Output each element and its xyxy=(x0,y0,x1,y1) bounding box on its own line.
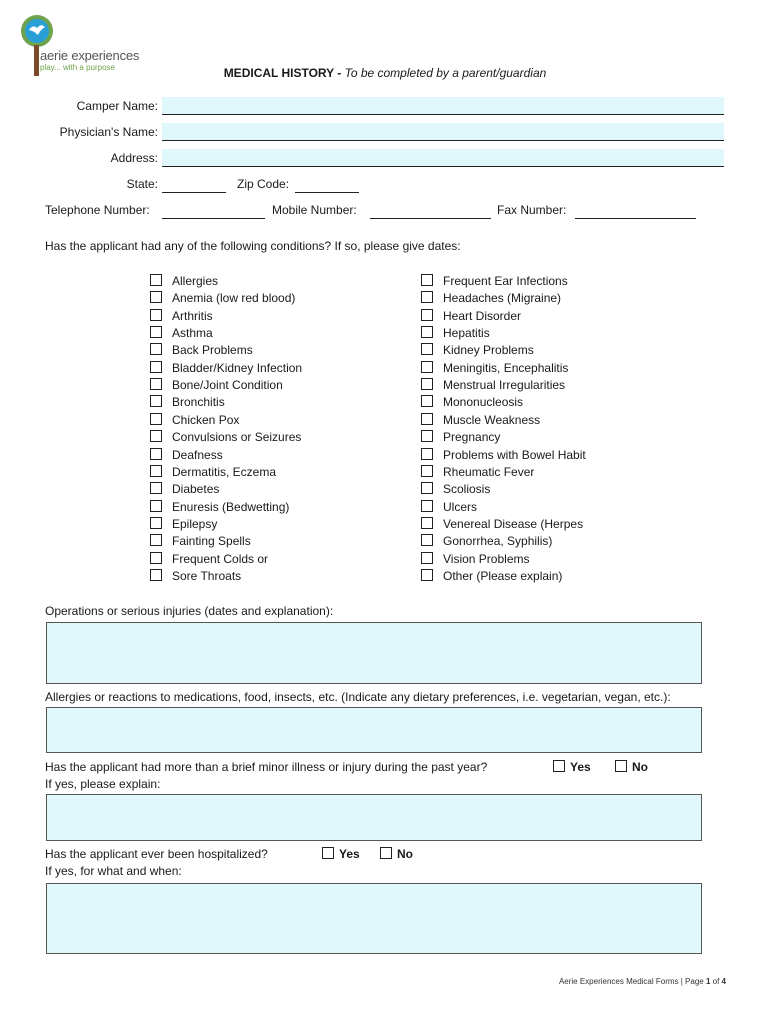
condition-label: Bronchitis xyxy=(172,395,225,410)
condition-checkbox[interactable] xyxy=(150,569,162,581)
operations-label: Operations or serious injuries (dates and explanation): xyxy=(45,604,334,618)
footer-page: 1 xyxy=(705,977,711,986)
condition-label: Arthritis xyxy=(172,308,213,323)
condition-item[interactable] xyxy=(150,308,213,325)
condition-label: Sore Throats xyxy=(172,568,242,583)
condition-checkbox[interactable] xyxy=(150,500,162,512)
condition-checkbox[interactable] xyxy=(150,465,162,477)
condition-item[interactable] xyxy=(421,516,583,533)
camper-name-field[interactable] xyxy=(162,97,724,115)
condition-label: Asthma xyxy=(172,326,213,341)
condition-checkbox[interactable] xyxy=(421,291,433,303)
condition-label: Bladder/Kidney Infection xyxy=(172,360,303,375)
hospital-question: Has the applicant ever been hospitalized? xyxy=(45,847,268,861)
condition-label: Other (Please explain) xyxy=(443,568,563,583)
conditions-question: Has the applicant had any of the following conditions? If so, please give dates: xyxy=(45,239,461,253)
condition-item[interactable] xyxy=(150,464,276,481)
mobile-field[interactable] xyxy=(370,201,491,219)
condition-label: Allergies xyxy=(172,274,219,288)
operations-textarea[interactable] xyxy=(46,622,702,684)
mobile-label: Mobile Number: xyxy=(272,203,357,217)
hospital-explain-label: If yes, for what and when: xyxy=(45,864,182,878)
condition-checkbox[interactable] xyxy=(150,448,162,460)
condition-checkbox[interactable] xyxy=(421,500,433,512)
condition-checkbox[interactable] xyxy=(421,448,433,460)
condition-label: Muscle Weakness xyxy=(443,412,541,427)
state-label: State: xyxy=(126,177,158,191)
condition-checkbox[interactable] xyxy=(150,552,162,564)
condition-item[interactable] xyxy=(150,551,268,568)
condition-item[interactable] xyxy=(421,394,523,411)
condition-item[interactable] xyxy=(150,429,301,446)
hospital-no-checkbox[interactable] xyxy=(380,847,392,859)
condition-item[interactable] xyxy=(150,360,302,377)
condition-item[interactable] xyxy=(421,377,565,394)
condition-checkbox[interactable] xyxy=(421,482,433,494)
condition-checkbox[interactable] xyxy=(421,517,433,529)
condition-checkbox[interactable] xyxy=(421,430,433,442)
condition-checkbox[interactable] xyxy=(150,517,162,529)
condition-label: Frequent Colds or xyxy=(172,551,269,566)
footer-of: of xyxy=(710,977,722,986)
condition-item[interactable] xyxy=(150,290,295,307)
footer-text: Aerie Experiences Medical Forms | Page xyxy=(558,977,706,986)
condition-label: Back Problems xyxy=(172,343,253,358)
logo-name: aerie experiences xyxy=(40,48,140,63)
condition-checkbox[interactable] xyxy=(150,309,162,321)
condition-label: Deafness xyxy=(172,447,223,462)
condition-item[interactable] xyxy=(150,447,223,464)
condition-checkbox[interactable] xyxy=(421,378,433,390)
zip-field[interactable] xyxy=(295,175,359,193)
condition-checkbox[interactable] xyxy=(150,326,162,338)
condition-checkbox[interactable] xyxy=(150,378,162,390)
fax-field[interactable] xyxy=(575,201,696,219)
hospital-no-option[interactable] xyxy=(380,847,413,861)
condition-item[interactable] xyxy=(421,342,534,359)
condition-label: Hepatitis xyxy=(443,326,490,341)
physician-name-field[interactable] xyxy=(162,123,724,141)
hospital-explain-textarea[interactable] xyxy=(46,883,702,954)
condition-item[interactable] xyxy=(150,533,251,550)
condition-checkbox[interactable] xyxy=(150,534,162,546)
illness-no-option[interactable] xyxy=(615,760,648,774)
condition-item[interactable] xyxy=(150,342,253,359)
condition-item[interactable] xyxy=(150,499,289,516)
condition-item[interactable] xyxy=(150,412,239,429)
camper-name-label: Camper Name: xyxy=(76,99,158,113)
condition-item[interactable] xyxy=(421,325,490,342)
physician-name-label: Physician's Name: xyxy=(59,125,158,139)
condition-label: Scoliosis xyxy=(443,482,491,497)
hospital-yes-checkbox[interactable] xyxy=(322,847,334,859)
condition-item[interactable] xyxy=(150,481,219,498)
illness-explain-label: If yes, please explain: xyxy=(45,777,161,791)
condition-label: Anemia (low red blood) xyxy=(172,291,296,306)
condition-checkbox[interactable] xyxy=(421,465,433,477)
condition-item[interactable] xyxy=(421,308,521,325)
illness-no-label: No xyxy=(632,760,648,774)
illness-yes-option[interactable] xyxy=(553,760,591,774)
condition-label: Diabetes xyxy=(172,482,220,497)
condition-item[interactable] xyxy=(421,464,534,481)
condition-label: Heart Disorder xyxy=(443,308,522,323)
condition-label: Frequent Ear Infections xyxy=(443,274,568,288)
illness-yes-checkbox[interactable] xyxy=(553,760,565,772)
page-footer xyxy=(559,977,726,986)
fax-label: Fax Number: xyxy=(497,203,567,217)
condition-item[interactable] xyxy=(150,568,241,585)
condition-label: Dermatitis, Eczema xyxy=(172,464,277,479)
condition-label: Convulsions or Seizures xyxy=(172,430,302,445)
illness-no-checkbox[interactable] xyxy=(615,760,627,772)
condition-checkbox[interactable] xyxy=(421,343,433,355)
address-label: Address: xyxy=(110,151,158,165)
condition-label: Pregnancy xyxy=(443,430,501,445)
condition-label: Meningitis, Encephalitis xyxy=(443,360,569,375)
condition-item[interactable] xyxy=(421,533,552,550)
condition-checkbox[interactable] xyxy=(421,361,433,373)
condition-checkbox[interactable] xyxy=(421,413,433,425)
condition-checkbox[interactable] xyxy=(150,291,162,303)
allergies-label: Allergies or reactions to medications, food, insects, etc. (Indicate any dietary preferences, i.e. vegetarian, vegan, etc.): xyxy=(45,690,671,704)
condition-item[interactable] xyxy=(421,447,586,464)
condition-checkbox[interactable] xyxy=(150,482,162,494)
telephone-label: Telephone Number: xyxy=(45,203,150,217)
condition-item[interactable] xyxy=(421,412,540,429)
condition-item[interactable] xyxy=(421,481,490,498)
condition-item[interactable] xyxy=(421,499,477,516)
condition-item[interactable] xyxy=(421,568,562,585)
telephone-field[interactable] xyxy=(162,201,265,219)
condition-label: Menstrual Irregularities xyxy=(443,378,566,393)
condition-label: Vision Problems xyxy=(443,551,530,566)
condition-checkbox[interactable] xyxy=(150,361,162,373)
condition-label: Venereal Disease (Herpes xyxy=(443,516,584,531)
condition-label: Enuresis (Bedwetting) xyxy=(172,499,290,514)
condition-item[interactable] xyxy=(150,516,217,533)
allergies-textarea[interactable] xyxy=(46,707,702,753)
condition-item[interactable] xyxy=(421,360,568,377)
illness-yes-label: Yes xyxy=(570,760,591,774)
condition-label: Rheumatic Fever xyxy=(443,464,535,479)
state-field[interactable] xyxy=(162,175,226,193)
condition-item[interactable] xyxy=(421,429,500,446)
condition-label: Epilepsy xyxy=(172,516,218,531)
condition-checkbox[interactable] xyxy=(150,274,162,286)
illness-explain-textarea[interactable] xyxy=(46,794,702,841)
logo-tagline: play... with a purpose xyxy=(40,63,116,72)
condition-checkbox[interactable] xyxy=(421,309,433,321)
condition-label: Gonorrhea, Syphilis) xyxy=(443,534,553,549)
condition-label: Kidney Problems xyxy=(443,343,534,358)
condition-checkbox[interactable] xyxy=(150,343,162,355)
condition-item[interactable] xyxy=(150,377,283,394)
hospital-yes-option[interactable] xyxy=(322,847,360,861)
condition-label: Chicken Pox xyxy=(172,412,240,427)
title-italic: To be completed by a parent/guardian xyxy=(344,66,547,80)
condition-checkbox[interactable] xyxy=(421,552,433,564)
condition-checkbox[interactable] xyxy=(421,326,433,338)
condition-checkbox[interactable] xyxy=(421,569,433,581)
condition-label: Problems with Bowel Habit xyxy=(443,447,586,462)
condition-item[interactable] xyxy=(421,273,568,290)
condition-item[interactable] xyxy=(150,394,225,411)
condition-item[interactable] xyxy=(421,290,561,307)
title-bold: MEDICAL HISTORY - xyxy=(223,66,345,80)
condition-label: Fainting Spells xyxy=(172,534,251,549)
condition-checkbox[interactable] xyxy=(421,395,433,407)
condition-checkbox[interactable] xyxy=(150,395,162,407)
condition-label: Ulcers xyxy=(443,499,478,514)
condition-checkbox[interactable] xyxy=(421,274,433,286)
address-field[interactable] xyxy=(162,149,724,167)
condition-item[interactable] xyxy=(421,551,529,568)
condition-label: Mononucleosis xyxy=(443,395,524,410)
condition-checkbox[interactable] xyxy=(150,413,162,425)
footer-total: 4 xyxy=(721,977,726,986)
condition-label: Headaches (Migraine) xyxy=(443,291,562,306)
condition-checkbox[interactable] xyxy=(150,430,162,442)
condition-label: Bone/Joint Condition xyxy=(172,378,283,393)
hospital-no-label: No xyxy=(397,847,413,861)
hospital-yes-label: Yes xyxy=(339,847,360,861)
zip-label: Zip Code: xyxy=(237,177,290,191)
condition-item[interactable] xyxy=(150,273,218,290)
condition-checkbox[interactable] xyxy=(421,534,433,546)
condition-item[interactable] xyxy=(150,325,213,342)
illness-question: Has the applicant had more than a brief minor illness or injury during the past year? xyxy=(45,760,488,774)
page-title xyxy=(0,66,770,80)
